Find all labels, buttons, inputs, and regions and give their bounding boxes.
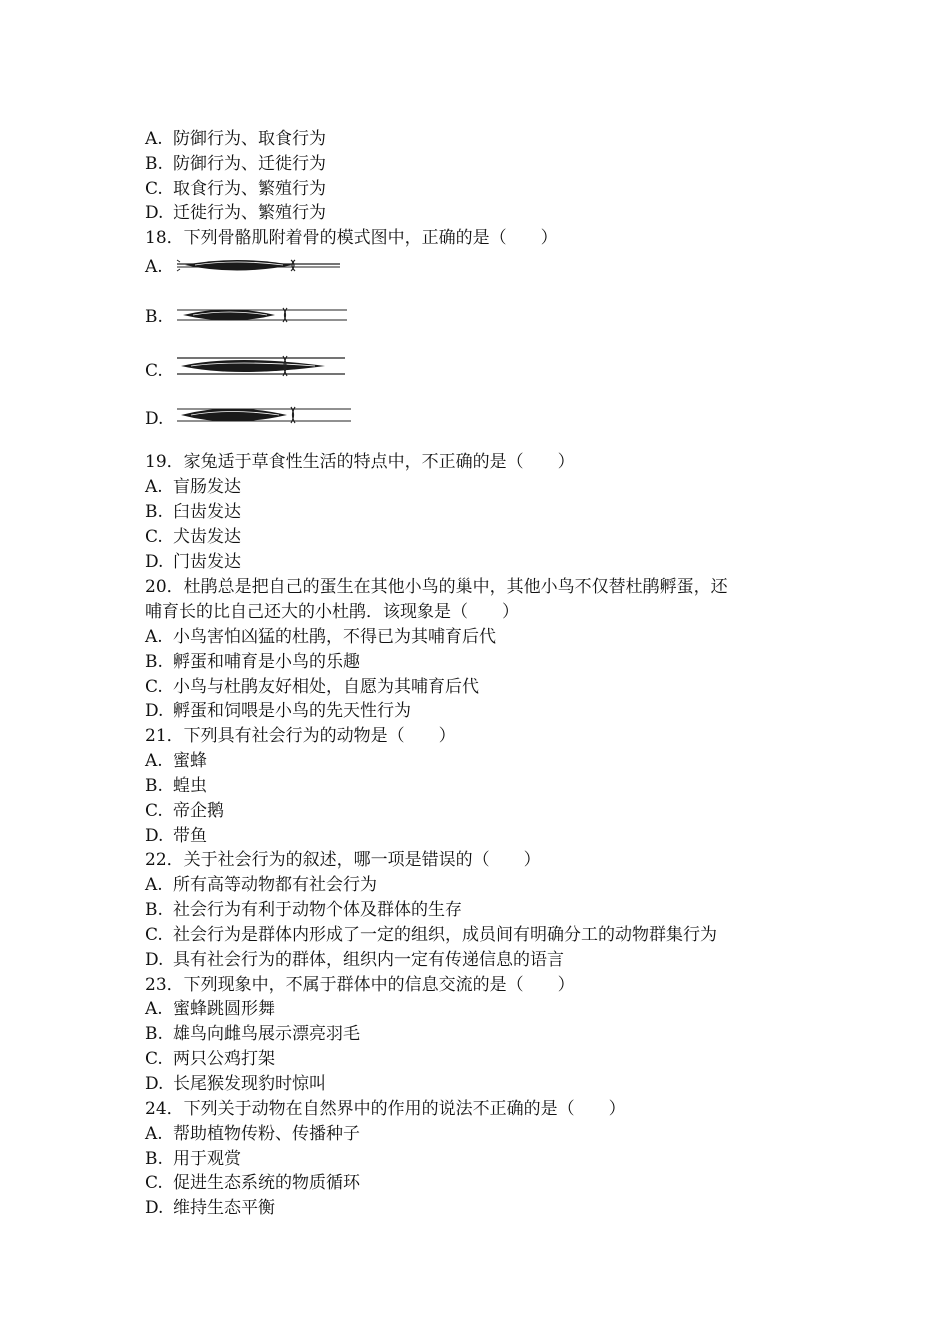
option-label: A. bbox=[145, 257, 163, 277]
option-text: 臼齿发达 bbox=[173, 502, 241, 522]
q17-option-d bbox=[145, 202, 326, 224]
q22-option-c bbox=[145, 924, 717, 946]
option-text: 蝗虫 bbox=[173, 776, 207, 796]
option-label: B. bbox=[145, 307, 163, 327]
option-text: 所有高等动物都有社会行为 bbox=[173, 875, 377, 895]
option-text: 用于观赏 bbox=[173, 1149, 241, 1169]
option-label: A. bbox=[145, 875, 163, 895]
q19-option-b bbox=[145, 501, 241, 523]
option-label: A. bbox=[145, 1124, 163, 1144]
option-label: C. bbox=[145, 677, 163, 697]
option-text: 取食行为、繁殖行为 bbox=[173, 179, 326, 199]
muscle-spanning-joint-icon bbox=[175, 252, 345, 282]
option-label: C. bbox=[145, 925, 163, 945]
q20-option-a bbox=[145, 626, 496, 648]
option-text: 促进生态系统的物质循环 bbox=[173, 1173, 360, 1193]
muscle-single-bone-icon bbox=[175, 400, 355, 430]
muscle-single-bone-icon bbox=[175, 300, 350, 330]
muscle-spanning-joint-icon bbox=[175, 350, 350, 382]
option-label: A. bbox=[145, 999, 163, 1019]
q23-option-d bbox=[145, 1073, 326, 1095]
option-text: 孵蛋和饲喂是小鸟的先天性行为 bbox=[173, 701, 411, 721]
option-text: 帝企鹅 bbox=[173, 801, 224, 821]
option-label: B. bbox=[145, 652, 163, 672]
option-text: 蜜蜂 bbox=[173, 751, 207, 771]
option-text: 门齿发达 bbox=[173, 552, 241, 572]
option-text: 防御行为、取食行为 bbox=[173, 129, 326, 149]
option-text: 社会行为是群体内形成了一定的组织，成员间有明确分工的动物群集行为 bbox=[173, 925, 717, 945]
option-label: C. bbox=[145, 1049, 163, 1069]
option-text: 蜜蜂跳圆形舞 bbox=[173, 999, 275, 1019]
option-label: B. bbox=[145, 154, 163, 174]
option-label: C. bbox=[145, 801, 163, 821]
q22-stem: 22．关于社会行为的叙述，哪一项是错误的（ ） bbox=[145, 850, 541, 870]
q23-option-c bbox=[145, 1048, 275, 1070]
q18-stem: 18．下列骨骼肌附着骨的模式图中，正确的是（ ） bbox=[145, 228, 558, 248]
option-label: D. bbox=[145, 409, 164, 429]
q21-option-a bbox=[145, 750, 207, 772]
q20-option-b bbox=[145, 651, 360, 673]
option-label: A. bbox=[145, 751, 163, 771]
option-label: D. bbox=[145, 552, 164, 572]
q23-option-b bbox=[145, 1023, 360, 1045]
option-text: 小鸟与杜鹃友好相处，自愿为其哺育后代 bbox=[173, 677, 479, 697]
option-label: D. bbox=[145, 1074, 164, 1094]
q19-option-a bbox=[145, 476, 241, 498]
q21-option-d bbox=[145, 825, 207, 847]
q21-option-c bbox=[145, 800, 224, 822]
option-text: 两只公鸡打架 bbox=[173, 1049, 275, 1069]
option-label: B. bbox=[145, 1024, 163, 1044]
option-label: B. bbox=[145, 1149, 163, 1169]
q17-option-c bbox=[145, 178, 326, 200]
option-label: B. bbox=[145, 776, 163, 796]
q23-option-a bbox=[145, 998, 275, 1020]
q24-option-c bbox=[145, 1172, 360, 1194]
option-text: 维持生态平衡 bbox=[173, 1198, 275, 1218]
option-text: 防御行为、迁徙行为 bbox=[173, 154, 326, 174]
q22-option-b bbox=[145, 899, 462, 921]
q19-option-c bbox=[145, 526, 241, 548]
option-label: A. bbox=[145, 477, 163, 497]
option-text: 带鱼 bbox=[173, 826, 207, 846]
q17-option-b bbox=[145, 153, 326, 175]
option-text: 雄鸟向雌鸟展示漂亮羽毛 bbox=[173, 1024, 360, 1044]
q17-option-a bbox=[145, 128, 326, 150]
option-label: D. bbox=[145, 1198, 164, 1218]
option-text: 犬齿发达 bbox=[173, 527, 241, 547]
q22-option-a bbox=[145, 874, 377, 896]
option-text: 盲肠发达 bbox=[173, 477, 241, 497]
q20-option-c bbox=[145, 676, 479, 698]
option-text: 帮助植物传粉、传播种子 bbox=[173, 1124, 360, 1144]
option-text: 迁徙行为、繁殖行为 bbox=[173, 203, 326, 223]
option-label: D. bbox=[145, 826, 164, 846]
option-label: C. bbox=[145, 179, 163, 199]
q20-stem-line1: 20．杜鹃总是把自己的蛋生在其他小鸟的巢中，其他小鸟不仅替杜鹃孵蛋，还 bbox=[145, 577, 728, 597]
option-label: C. bbox=[145, 361, 163, 381]
q24-stem: 24．下列关于动物在自然界中的作用的说法不正确的是（ ） bbox=[145, 1099, 626, 1119]
q20-stem-line2: 哺育长的比自己还大的小杜鹃．该现象是（ ） bbox=[145, 602, 519, 622]
q19-stem: 19．家兔适于草食性生活的特点中，不正确的是（ ） bbox=[145, 452, 575, 472]
q21-stem: 21．下列具有社会行为的动物是（ ） bbox=[145, 726, 456, 746]
q24-option-a bbox=[145, 1123, 360, 1145]
q24-option-b bbox=[145, 1148, 241, 1170]
option-text: 社会行为有利于动物个体及群体的生存 bbox=[173, 900, 462, 920]
q24-option-d bbox=[145, 1197, 275, 1219]
option-label: D. bbox=[145, 701, 164, 721]
q22-option-d bbox=[145, 949, 564, 971]
q19-option-d bbox=[145, 551, 241, 573]
option-label: D. bbox=[145, 203, 164, 223]
option-label: A. bbox=[145, 627, 163, 647]
option-text: 孵蛋和哺育是小鸟的乐趣 bbox=[173, 652, 360, 672]
option-label: C. bbox=[145, 527, 163, 547]
q20-option-d bbox=[145, 700, 411, 722]
option-label: C. bbox=[145, 1173, 163, 1193]
option-label: A. bbox=[145, 129, 163, 149]
option-text: 具有社会行为的群体，组织内一定有传递信息的语言 bbox=[173, 950, 564, 970]
option-text: 长尾猴发现豹时惊叫 bbox=[173, 1074, 326, 1094]
option-text: 小鸟害怕凶猛的杜鹃，不得已为其哺育后代 bbox=[173, 627, 496, 647]
option-label: B. bbox=[145, 900, 163, 920]
q21-option-b bbox=[145, 775, 207, 797]
option-label: B. bbox=[145, 502, 163, 522]
option-label: D. bbox=[145, 950, 164, 970]
q23-stem: 23．下列现象中，不属于群体中的信息交流的是（ ） bbox=[145, 975, 575, 995]
